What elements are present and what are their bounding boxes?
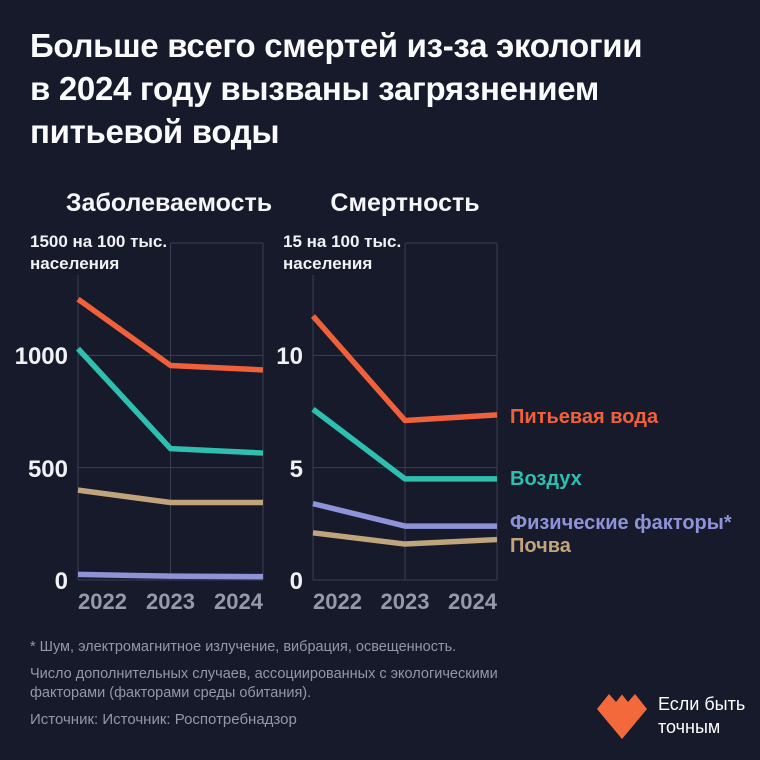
x-axis-mortality <box>313 589 497 615</box>
morbidity-line-chart <box>78 243 263 580</box>
chart-title-mortality: Смертность <box>330 189 480 217</box>
y-tick-mortality-0: 0 <box>289 568 303 595</box>
y-tick-mortality-5: 5 <box>289 456 303 483</box>
mortality-line-chart <box>313 243 497 580</box>
x-tick-2022: 2022 <box>78 589 127 614</box>
x-axis-morbidity <box>78 589 263 615</box>
source-note: Источник: Источник: Роспотребнадзор <box>30 711 297 728</box>
y-tick-morbidity-500: 500 <box>27 456 68 483</box>
y-tick-mortality-10: 10 <box>276 343 303 370</box>
x-tick-2024: 2024 <box>214 589 263 614</box>
logo-line-2: точным <box>658 717 721 737</box>
unit-line-2: населения <box>30 254 120 273</box>
x-tick-2022: 2022 <box>313 589 362 614</box>
legend-item-drinking-water: Питьевая вода <box>510 406 659 428</box>
tochno-heart-logo-icon <box>597 689 647 741</box>
footnote-methodology-line-2: факторами (факторами среды обитания). <box>30 685 312 701</box>
footnote-methodology-line-1: Число дополнительных случаев, ассоциированных с экологическими <box>30 666 498 682</box>
legend-item-physical-factors: Физические факторы* <box>510 512 732 534</box>
logo-line-1: Если быть <box>658 694 746 714</box>
title-line-3: питьевой воды <box>30 113 280 150</box>
x-tick-2023: 2023 <box>380 589 430 614</box>
page-title <box>30 24 740 153</box>
y-tick-morbidity-1000: 1000 <box>14 343 68 370</box>
y-tick-morbidity-0: 0 <box>54 568 68 595</box>
footnote-asterisk: * Шум, электромагнитное излучение, вибрация, освещенность. <box>30 639 457 655</box>
chart-title-morbidity: Заболеваемость <box>65 189 273 217</box>
legend-item-air: Воздух <box>510 468 582 490</box>
x-tick-2023: 2023 <box>146 589 195 614</box>
footnote-methodology <box>30 665 498 703</box>
unit-line-1: 15 на 100 тыс. <box>283 232 402 251</box>
unit-line-2: населения <box>283 254 373 273</box>
title-line-1: Больше всего смертей из-за экологии <box>30 27 643 64</box>
legend-item-soil: Почва <box>510 535 571 557</box>
x-tick-2024: 2024 <box>448 589 497 614</box>
unit-line-1: 1500 на 100 тыс. <box>30 232 168 251</box>
logo-wordmark <box>658 693 745 739</box>
title-line-2: в 2024 году вызваны загрязнением <box>30 70 599 107</box>
